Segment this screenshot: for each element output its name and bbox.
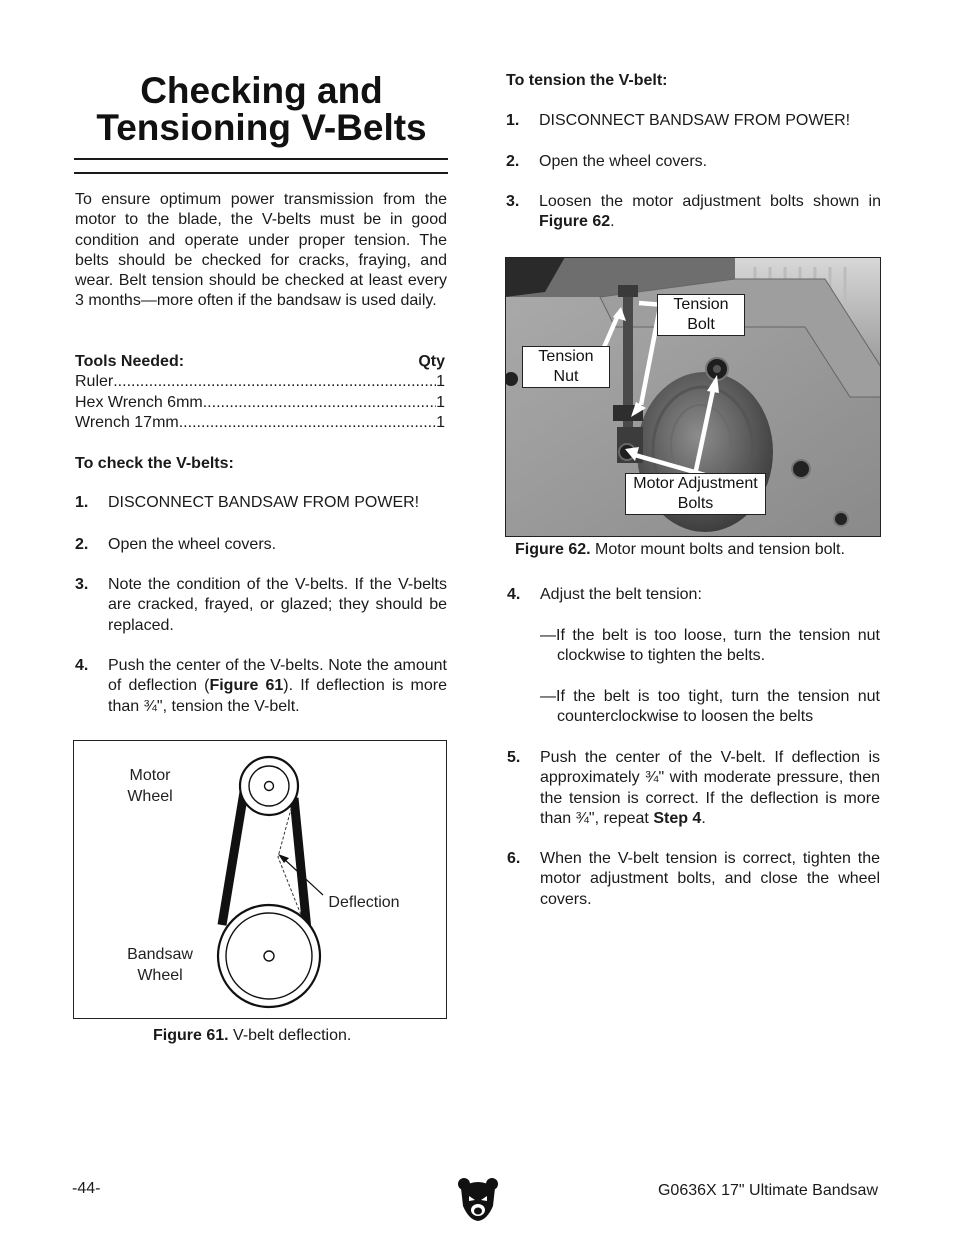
tool-name: Ruler: [75, 373, 114, 391]
step-number: 1.: [506, 112, 520, 129]
figure-62-caption-text: Motor mount bolts and tension bolt.: [590, 541, 845, 558]
tool-row: [75, 413, 445, 433]
page-number: -44-: [72, 1180, 101, 1197]
step-text: DISCONNECT BANDSAW FROM POWER!: [108, 494, 420, 511]
bandsaw-wheel-hub: [264, 951, 274, 961]
label-tension-nut: Tension Nut: [522, 346, 610, 388]
figure-62-caption-number: Figure 62.: [515, 541, 591, 558]
label-bandsaw-wheel: Bandsaw Wheel: [127, 946, 193, 984]
step-text: When the V-belt tension is correct, tighten the motor adjustment bolts, and close the wheel covers.: [540, 850, 880, 908]
step-text: Open the wheel covers.: [539, 153, 708, 170]
title-rule-bottom: [74, 172, 448, 174]
step-number: 2.: [506, 153, 520, 170]
check-heading: To check the V-belts:: [75, 455, 234, 472]
tools-qty-heading: Qty: [418, 353, 445, 370]
tool-name: Wrench 17mm: [75, 413, 179, 431]
bear-logo-icon: [457, 1176, 499, 1222]
step-text-pre: Loosen the motor adjustment bolts shown in: [539, 193, 881, 210]
figure-61-caption-number: Figure 61.: [153, 1027, 229, 1044]
step-4-reference: Step 4: [653, 809, 702, 827]
step-number: 2.: [75, 536, 89, 553]
figure-61-caption-text: V-belt deflection.: [228, 1027, 352, 1044]
step-text: Open the wheel covers.: [108, 536, 277, 553]
step-number: 5.: [507, 749, 521, 766]
step-text: [540, 748, 880, 829]
step-text-pre: Push the center of the V-belts. Note the amount of deflection (: [108, 657, 447, 695]
figure-62-caption: [515, 540, 845, 560]
tool-qty: 1: [436, 393, 445, 411]
tension-bolt-rod: [623, 287, 633, 447]
step-text: DISCONNECT BANDSAW FROM POWER!: [539, 112, 851, 129]
step-text-post: ). If deflection is more than ¾", tension the V-belt.: [108, 677, 447, 715]
tension-heading: To tension the V-belt:: [506, 72, 668, 89]
figure-62-photo: [505, 257, 881, 537]
title-rule-top: [74, 158, 448, 160]
step-number: 3.: [506, 193, 520, 210]
tools-heading: Tools Needed:: [75, 353, 185, 370]
figure-61-caption: [153, 1026, 351, 1046]
step-text: Note the condition of the V-belts. If the V-belts are cracked, frayed, or glazed; they should be replaced.: [108, 576, 447, 634]
figure-61-frame: [73, 740, 447, 1019]
label-motor-adjustment-bolts: Motor Adjustment Bolts: [625, 473, 766, 515]
title-line-1: Checking and: [140, 70, 383, 111]
step-text-pre: Push the center of the V-belt. If deflection is approximately ¾" with moderate pressure, then the tension is correct. If the deflection is more than ¾", repeat: [540, 749, 880, 827]
step-text-post: .: [610, 213, 615, 231]
step-number: 4.: [75, 657, 89, 674]
step-text: [108, 656, 447, 717]
step-text: Adjust the belt tension:: [540, 586, 702, 603]
tools-header: [75, 352, 445, 372]
label-tension-bolt: Tension Bolt: [657, 294, 745, 336]
tools-list: [75, 352, 445, 433]
tool-name: Hex Wrench 6mm: [75, 393, 203, 411]
step-number: 6.: [507, 850, 521, 867]
tool-qty: 1: [436, 373, 445, 391]
step-number: 1.: [75, 494, 89, 511]
figure-62-reference: Figure 62: [539, 213, 611, 231]
label-deflection: Deflection: [328, 894, 400, 911]
label-motor-wheel: Motor Wheel: [127, 767, 173, 805]
title-line-2: Tensioning V-Belts: [96, 107, 427, 148]
sub-step-tight: —If the belt is too tight, turn the tension nut counterclockwise to loosen the belts: [540, 688, 880, 726]
step-number: 4.: [507, 586, 521, 603]
footer-model: G0636X 17" Ultimate Bandsaw: [657, 1182, 878, 1199]
intro-paragraph: To ensure optimum power transmission from the motor to the blade, the V-belts must be in good condition and operate under proper tension. The belts should be checked for cracks, fraying, and wear. Belt tension should be checked at least every 3 months—more often if the bandsaw is used daily.: [75, 191, 447, 310]
sub-step-loose: —If the belt is too loose, turn the tension nut clockwise to tighten the belts.: [540, 627, 880, 665]
page-title: [74, 72, 449, 146]
belt-right-side: [294, 798, 307, 930]
step-text: [539, 192, 881, 233]
tool-qty: 1: [436, 413, 445, 431]
figure-61-reference: Figure 61: [209, 677, 284, 695]
step-text-post: .: [701, 809, 706, 827]
tool-row: [75, 372, 445, 392]
tool-row: [75, 393, 445, 413]
motor-wheel-hub: [265, 782, 274, 791]
step-number: 3.: [75, 576, 89, 593]
belt-left-side: [222, 786, 245, 925]
